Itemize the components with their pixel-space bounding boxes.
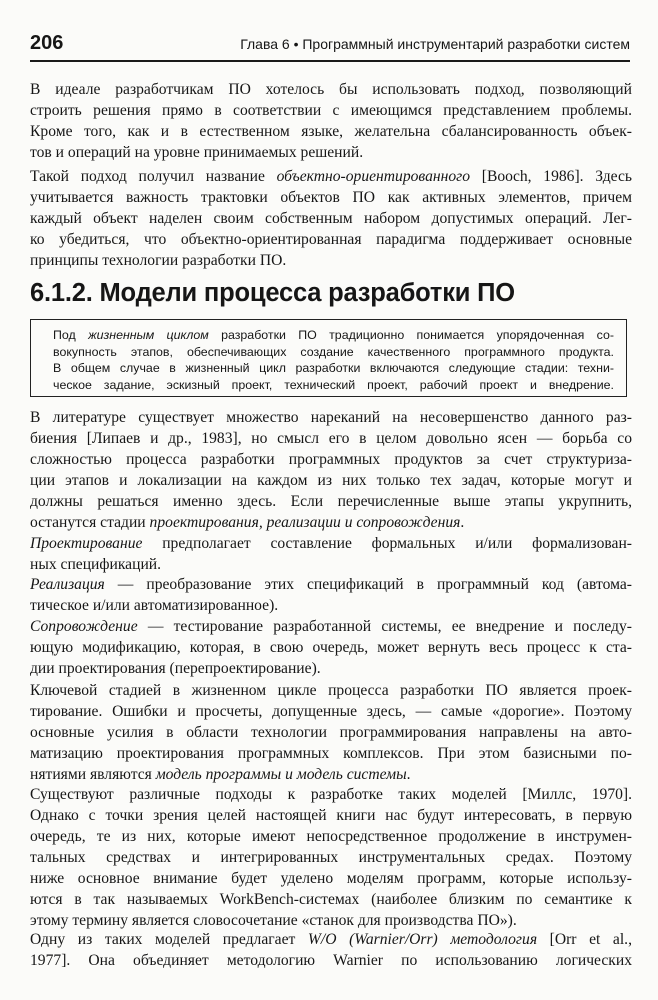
text-line: Сопровождение — тестирование разработанной системы, ее внедрение и последу- [30,618,632,635]
text-line: ниже основное внимание будет уделено моделям программ, которые использу- [30,870,632,887]
text-line: Реализация — преобразование этих спецификаций в программный код (автома- [30,576,632,593]
text-line: очередь, те из них, которые имеют непосредственное продолжение в инструмен- [30,828,632,845]
text-line: тическое и/или автоматизированное). [30,597,279,614]
text-line: этому термину является словосочетание «станок для производства ПО»). [30,912,517,929]
text-line: ных спецификаций. [30,556,162,573]
text-line: Существуют различные подходы к разработке таких моделей [Миллс, 1970]. [30,786,632,803]
emphasis-term: Реализация [30,576,105,593]
text-line: дии проектирования (перепроектирование). [30,660,321,677]
text-line: 1977]. Она объединяет методологию Warnier по использованию логических [30,952,632,969]
page-header [30,30,630,62]
text-line: ции этапов и локализации на каждом из них только тех задач, которые могут и [30,472,632,489]
section-heading: 6.1.2. Модели процесса разработки ПО [30,279,515,307]
text-line: Проектирование предполагает составление формальных и/или формализован- [30,535,632,552]
text-line: ющую модификацию, которая, в свою очередь, может вернуть весь процесс к ста- [30,639,632,656]
paragraph-2 [30,166,632,271]
text-line: должны решаться именно здесь. Если перечисленные выше этапы укрупнить, [30,493,632,510]
text-line: тальных средствах и интегрированных инструментальных средах. Поэтому [30,849,632,866]
text-line: матизацию проектирования программных комплексов. При этом базисными по- [30,745,632,762]
text-line: учитывается важность трактовки объектов ПО как активных элементов, причем [30,189,632,206]
box-line: Под жизненным циклом разработки ПО традиционно понимается упорядоченная со- [53,328,614,342]
text-line: принципы технологии разработки ПО. [30,252,287,269]
paragraph-1 [30,79,632,163]
text-line: тов и операций на уровне принимаемых решений. [30,144,364,161]
text-line: каждый объект наделен своим собственным набором допустимых операций. Лег- [30,210,632,227]
text-line: В литературе существует множество нареканий на несовершенство данного раз- [30,409,632,426]
paragraph-6 [30,616,632,679]
emphasis-term: объектно-ориентированного [276,168,471,185]
emphasis-term: Сопровождение [30,618,138,635]
text-line: ко убедиться, что объектно-ориентированная парадигма поддерживает основные [30,231,632,248]
text-line: основные усилия в области технологии программирования направлены на авто- [30,724,632,741]
text-line: Такой подход получил название объектно-ориентированного [Booch, 1986]. Здесь [30,168,632,185]
emphasis-term: проектирования, реализации и сопровождения [149,514,461,531]
text-line: сложностью процесса разработки программных продуктов за счет структуриза- [30,451,632,468]
text-line: строить решения прямо в соответствии с имеющимся представлением проблемы. [30,102,632,119]
emphasis-term: жизненным циклом [88,328,209,342]
emphasis-term: W/O (Warnier/Orr) методология [307,931,538,948]
text-line: тирование. Ошибки и просчеты, допущенные здесь, — самые «дорогие». Поэтому [30,703,632,720]
text-line: Ключевой стадией в жизненном цикле процесса разработки ПО является проек- [30,682,632,699]
emphasis-term: модель программы и модель системы [155,766,407,783]
text-line: ются в так называемых WorkBench-системах (наиболее близким по семантике к [30,891,632,908]
running-title: Глава 6 • Программный инструментарий разработки систем [240,36,630,52]
text-line: останутся стадии проектирования, реализации и сопровождения. [30,514,465,531]
paragraph-3 [30,407,632,533]
text-line: Одну из таких моделей предлагает W/O (Warnier/Orr) методология [Orr et al., [30,931,632,948]
paragraph-4 [30,533,632,575]
box-line: вокупность этапов, обеспечивающих создание качественного программного продукта. [53,344,614,359]
emphasis-term: Проектирование [30,535,143,552]
paragraph-9 [30,929,632,971]
paragraph-8 [30,784,632,931]
definition-box [30,319,627,397]
page-number: 206 [30,32,64,54]
paragraph-7 [30,680,632,785]
paragraph-5 [30,574,632,616]
text-line: В идеале разработчикам ПО хотелось бы использовать подход, позволяющий [30,81,632,98]
text-line: Кроме того, как и в естественном языке, желательна сбалансированность объек- [30,123,632,140]
box-line: В общем случае в жизненный цикл разработки включаются следующие стадии: техни- [53,361,614,375]
box-line: ческое задание, эскизный проект, технический проект, рабочий проект и внедрение. [53,377,614,392]
text-line: Однако с точки зрения целей настоящей книги нас будут интересовать, в первую [30,807,632,824]
text-line: нятиями являются модель программы и модель системы. [30,766,411,783]
text-line: биения [Липаев и др., 1983], но смысл его в целом довольно ясен — борьба со [30,430,632,447]
